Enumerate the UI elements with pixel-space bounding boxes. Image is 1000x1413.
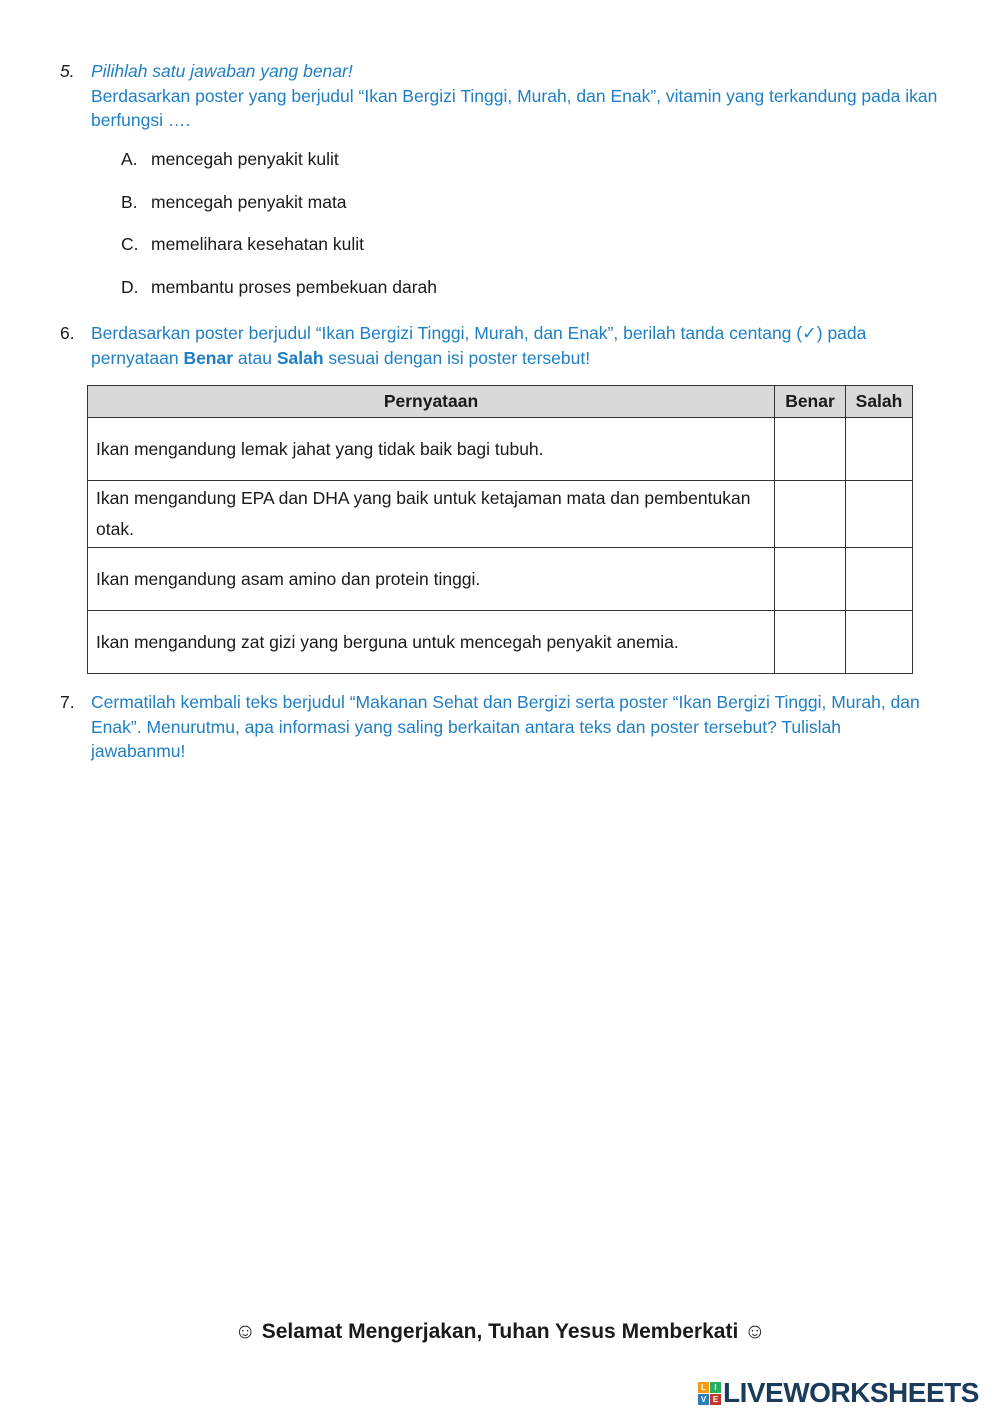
benar-keyword: Benar <box>183 347 234 368</box>
salah-keyword: Salah <box>276 347 324 368</box>
option-text: membantu proses pembekuan darah <box>151 277 438 297</box>
closing-message: ☺ Selamat Mengerjakan, Tuhan Yesus Memberkati ☺ <box>234 1320 766 1343</box>
benar-checkbox-cell[interactable] <box>775 418 846 481</box>
table-row <box>88 481 913 548</box>
salah-checkbox-cell[interactable] <box>846 418 913 481</box>
question-number: 5. <box>60 61 75 81</box>
question-text: Cermatilah kembali teks berjudul “Makanan Sehat dan Bergizi serta poster “Ikan Bergizi Tinggi, Murah, dan Enak”. Menurutmu, apa informasi yang saling berkaitan antara teks dan poster tersebut? Tulislah jawabanmu! <box>91 692 920 761</box>
question-text-part: atau <box>233 347 277 368</box>
table-row <box>88 611 913 674</box>
brand-name: LIVEWORKSHEETS <box>723 1377 979 1408</box>
statement-text: Ikan mengandung EPA dan DHA yang baik untuk ketajaman mata dan pembentukan otak. <box>88 481 775 548</box>
option-letter: C. <box>121 234 139 254</box>
statement-table <box>87 385 913 674</box>
table-row <box>88 548 913 611</box>
logo-letter: E <box>710 1394 721 1405</box>
header-pernyataan: Pernyataan <box>88 386 775 418</box>
option-text: mencegah penyakit kulit <box>151 149 339 169</box>
liveworksheets-logo <box>698 1376 979 1410</box>
option-text: memelihara kesehatan kulit <box>151 234 365 254</box>
question-6 <box>60 321 940 370</box>
question-instruction: Pilihlah satu jawaban yang benar! <box>91 61 353 81</box>
header-salah: Salah <box>846 386 913 418</box>
logo-letter: L <box>698 1382 709 1393</box>
option-letter: D. <box>121 277 139 297</box>
statement-text: Ikan mengandung zat gizi yang berguna untuk mencegah penyakit anemia. <box>88 611 775 674</box>
question-text: Berdasarkan poster yang berjudul “Ikan Bergizi Tinggi, Murah, dan Enak”, vitamin yang terkandung pada ikan berfungsi …. <box>91 85 938 130</box>
benar-checkbox-cell[interactable] <box>775 481 846 548</box>
option-text: mencegah penyakit mata <box>151 192 347 212</box>
question-7 <box>60 690 940 764</box>
option-a[interactable] <box>121 149 339 170</box>
header-benar: Benar <box>775 386 846 418</box>
salah-checkbox-cell[interactable] <box>846 481 913 548</box>
question-number: 7. <box>60 692 75 712</box>
logo-letter: V <box>698 1394 709 1405</box>
question-text-part: sesuai dengan isi poster tersebut! <box>323 347 591 368</box>
table-row <box>88 418 913 481</box>
option-b[interactable] <box>121 192 347 213</box>
statement-text: Ikan mengandung asam amino dan protein tinggi. <box>88 548 775 611</box>
question-5 <box>60 59 940 133</box>
liveworksheets-icon <box>698 1382 721 1405</box>
logo-letter: I <box>710 1382 721 1393</box>
statement-text: Ikan mengandung lemak jahat yang tidak baik bagi tubuh. <box>88 418 775 481</box>
question-text-part: Berdasarkan poster berjudul “Ikan Bergizi Tinggi, Murah, dan Enak”, berilah tanda centang (✓) pada pernyataan <box>91 323 867 368</box>
option-letter: B. <box>121 192 138 212</box>
salah-checkbox-cell[interactable] <box>846 611 913 674</box>
option-c[interactable] <box>121 234 364 255</box>
option-d[interactable] <box>121 277 437 298</box>
salah-checkbox-cell[interactable] <box>846 548 913 611</box>
benar-checkbox-cell[interactable] <box>775 548 846 611</box>
benar-checkbox-cell[interactable] <box>775 611 846 674</box>
option-letter: A. <box>121 149 138 169</box>
question-number: 6. <box>60 323 75 343</box>
table-header-row <box>88 386 913 418</box>
question-text <box>91 321 940 370</box>
